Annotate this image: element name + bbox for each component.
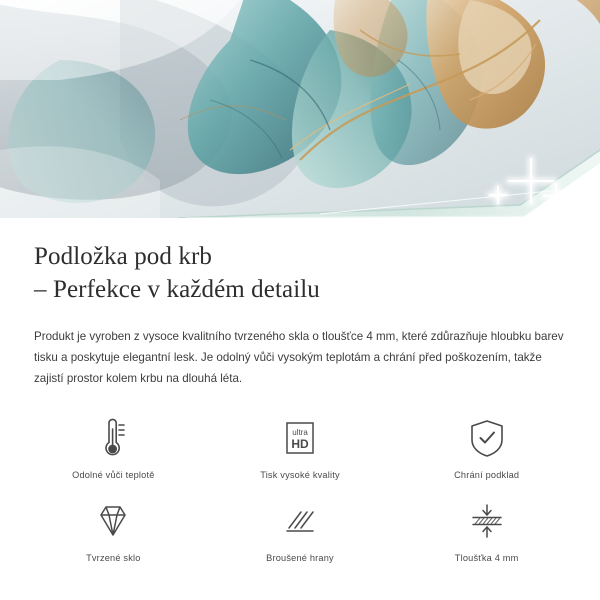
feature-label: Tisk vysoké kvality [260, 470, 340, 480]
headline-line-1: Podložka pod krb [34, 243, 212, 270]
feature-grid [0, 415, 600, 563]
feature-item-polished-edges [207, 498, 394, 563]
feature-item-temperature [20, 415, 207, 480]
diamond-icon [90, 498, 136, 544]
thermometer-icon [92, 415, 134, 461]
page-title [34, 240, 566, 306]
svg-text:ultra: ultra [292, 428, 308, 437]
description-paragraph: Produkt je vyroben z vysoce kvalitního tvrzeného skla o tloušťce 4 mm, které zdůrazňuje hloubku barev tisku a poskytuje elegantní lesk. Je odolný vůči vysokým teplotám a chrání před poškozením, takže zajistí prostor kolem krbu na dlouhá léta. [34, 330, 564, 385]
feature-item-tempered-glass [20, 498, 207, 563]
feature-label: Tvrzené sklo [86, 553, 141, 563]
feature-label: Broušené hrany [266, 553, 334, 563]
feature-item-thickness [393, 498, 580, 563]
feature-label: Odolné vůči teplotě [72, 470, 155, 480]
hero-image [0, 0, 600, 218]
feature-label: Tloušťka 4 mm [454, 553, 519, 563]
feature-item-print-quality [207, 415, 394, 480]
headline-line-2: – Perfekce v každém detailu [34, 276, 320, 303]
feature-item-protection [393, 415, 580, 480]
polished-edges-icon [277, 498, 323, 544]
svg-text:HD: HD [291, 437, 309, 451]
feature-label: Chrání podklad [454, 470, 520, 480]
shield-check-icon [465, 415, 509, 461]
content-block [0, 240, 600, 389]
marble-glass-artwork [0, 0, 600, 218]
thickness-arrows-icon [464, 498, 510, 544]
ultra-hd-icon [277, 415, 323, 461]
